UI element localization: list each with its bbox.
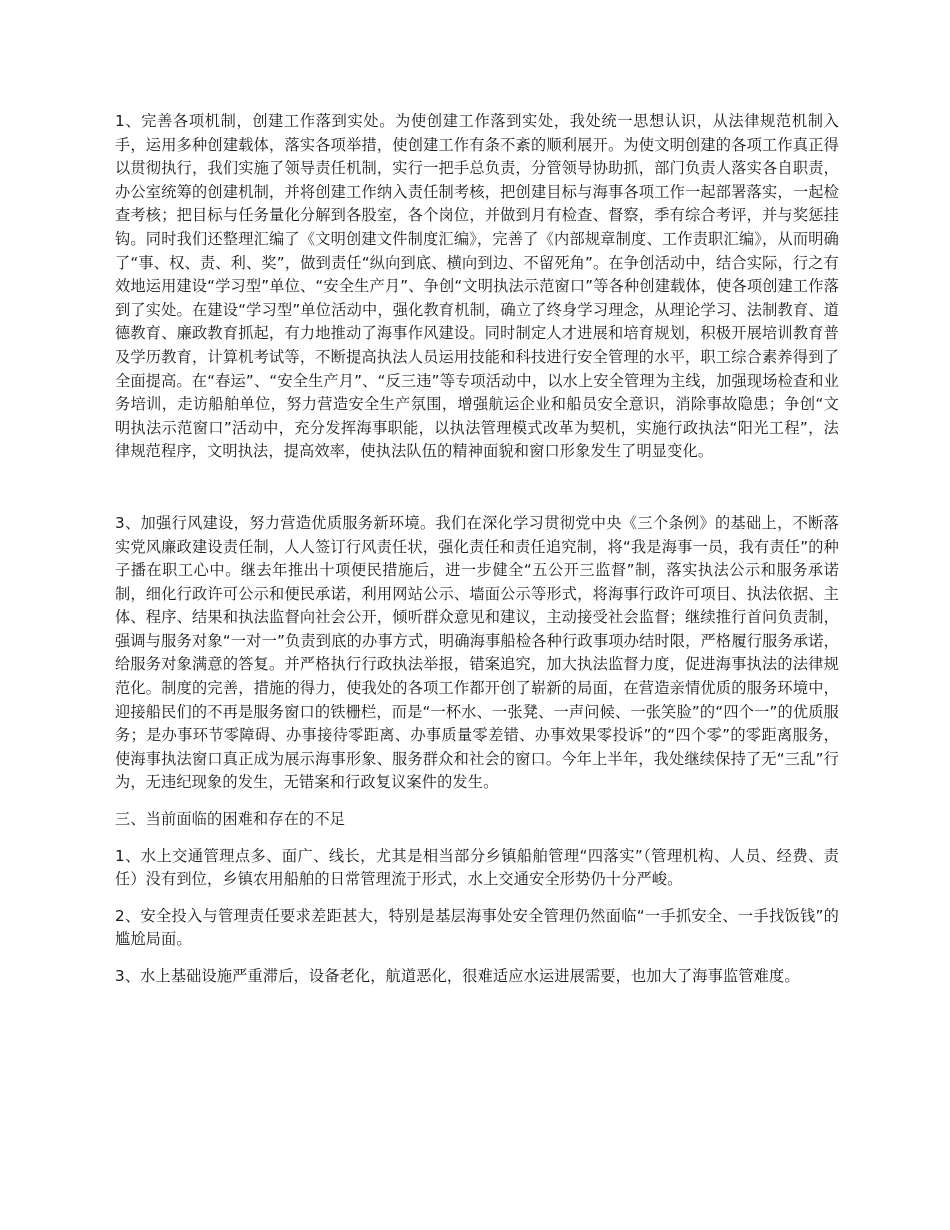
paragraph-difficulty-2: 2、安全投入与管理责任要求差距甚大，特别是基层海事处安全管理仍然面临“一手抓安全、一手找饭钱”的尴尬局面。 [115,906,839,949]
paragraph-strengthen-conduct: 3、加强行风建设，努力营造优质服务新环境。我们在深化学习贯彻党中央《三个条例》的基础上，不断落实党风廉政建设责任制，人人签订行风责任状，强化责任和责任追究制，将“我是海事一员，我有责任”的种子播在职工心中。继去年推出十项便民措施后，进一步健全“五公开三监督”制，落实执法公示和服务承诺制，细化行政许可公示和便民承诺，利用网站公示、墙面公示等形式，将海事行政许可项目、执法依据、主体、程序、结果和执法监督向社会公开，倾听群众意见和建议，主动接受社会监督；继续推行首问负责制，强调与服务对象“一对一”负责到底的办事方式，明确海事船检各种行政事项办结时限，严格履行服务承诺，给服务对象满意的答复。并严格执行行政执法举报，错案追究，加大执法监督力度，促进海事执法的法律规范化。制度的完善，措施的得力，使我处的各项工作都开创了崭新的局面，在营造亲情优质的服务环境中，迎接船民们的不再是服务窗口的铁栅栏，而是“一杯水、一张凳、一声问候、一张笑脸”的“四个一”的优质服务；是办事环节零障碍、办事接待零距离、办事质量零差错、办事效果零投诉”的“四个零”的零距离服务，使海事执法窗口真正成为展示海事形象、服务群众和社会的窗口。今年上半年，我处继续保持了无“三乱”行为，无违纪现象的发生，无错案和行政复议案件的发生。 [115,513,839,792]
paragraph-difficulty-3: 3、水上基础设施严重滞后，设备老化，航道恶化，很难适应水运进展需要，也加大了海事监管难度。 [115,967,800,985]
paragraph-gap [115,952,839,965]
paragraph-gap [115,795,839,808]
paragraph-gap [115,892,839,905]
section-heading-difficulties: 三、当前面临的困难和存在的不足 [115,810,346,829]
document-page [115,110,839,989]
paragraph-difficulty-1: 1、水上交通管理点多、面广、线长，尤其是相当部分乡镇船舶管理“四落实”（管理机构、人员、经费、责任）没有到位，乡镇农用船舶的日常管理流于形式，水上交通安全形势仍十分严峻。 [115,846,839,889]
paragraph-improve-mechanisms: 1、完善各项机制，创建工作落到实处。为使创建工作落到实处，我处统一思想认识，从法律规范机制入手，运用多种创建载体，落实各项举措，使创建工作有条不紊的顺利展开。为使文明创建的各项工作真正得以贯彻执行，我们实施了领导责任机制，实行一把手总负责，分管领导协助抓，部门负责人落实各自职责，办公室统筹的创建机制，并将创建工作纳入责任制考核，把创建目标与海事各项工作一起部署落实，一起检查考核；把目标与任务量化分解到各股室，各个岗位，并做到月有检查、督察，季有综合考评，并与奖惩挂钩。同时我们还整理汇编了《文明创建文件制度汇编》，完善了《内部规章制度、工作责职汇编》，从而明确了“事、权、责、利、奖”，做到责任“纵向到底、横向到边、不留死角”。在争创活动中，结合实际，行之有效地运用建设“学习型”单位、“安全生产月”、争创“文明执法示范窗口”等各种创建载体，使各项创建工作落到了实处。在建设“学习型”单位活动中，强化教育机制，确立了终身学习理念，从理论学习、法制教育、道德教育、廉政教育抓起，有力地推动了海事作风建设。同时制定人才进展和培育规划，积极开展培训教育普及学历教育，计算机考试等，不断提高执法人员运用技能和科技进行安全管理的水平，职工综合素养得到了全面提高。在“春运”、“安全生产月”、“反三违”等专项活动中，以水上安全管理为主线，加强现场检查和业务培训，走访船舶单位，努力营造安全生产氛围，增强航运企业和船员安全意识，消除事故隐患；争创“文明执法示范窗口”活动中，充分发挥海事职能，以执法管理模式改革为契机，实施行政执法“阳光工程”，法律规范程序，文明执法，提高效率，使执法队伍的精神面貌和窗口形象发生了明显变化。 [115,112,839,461]
paragraph-gap [115,832,839,845]
paragraph-gap [115,464,839,512]
